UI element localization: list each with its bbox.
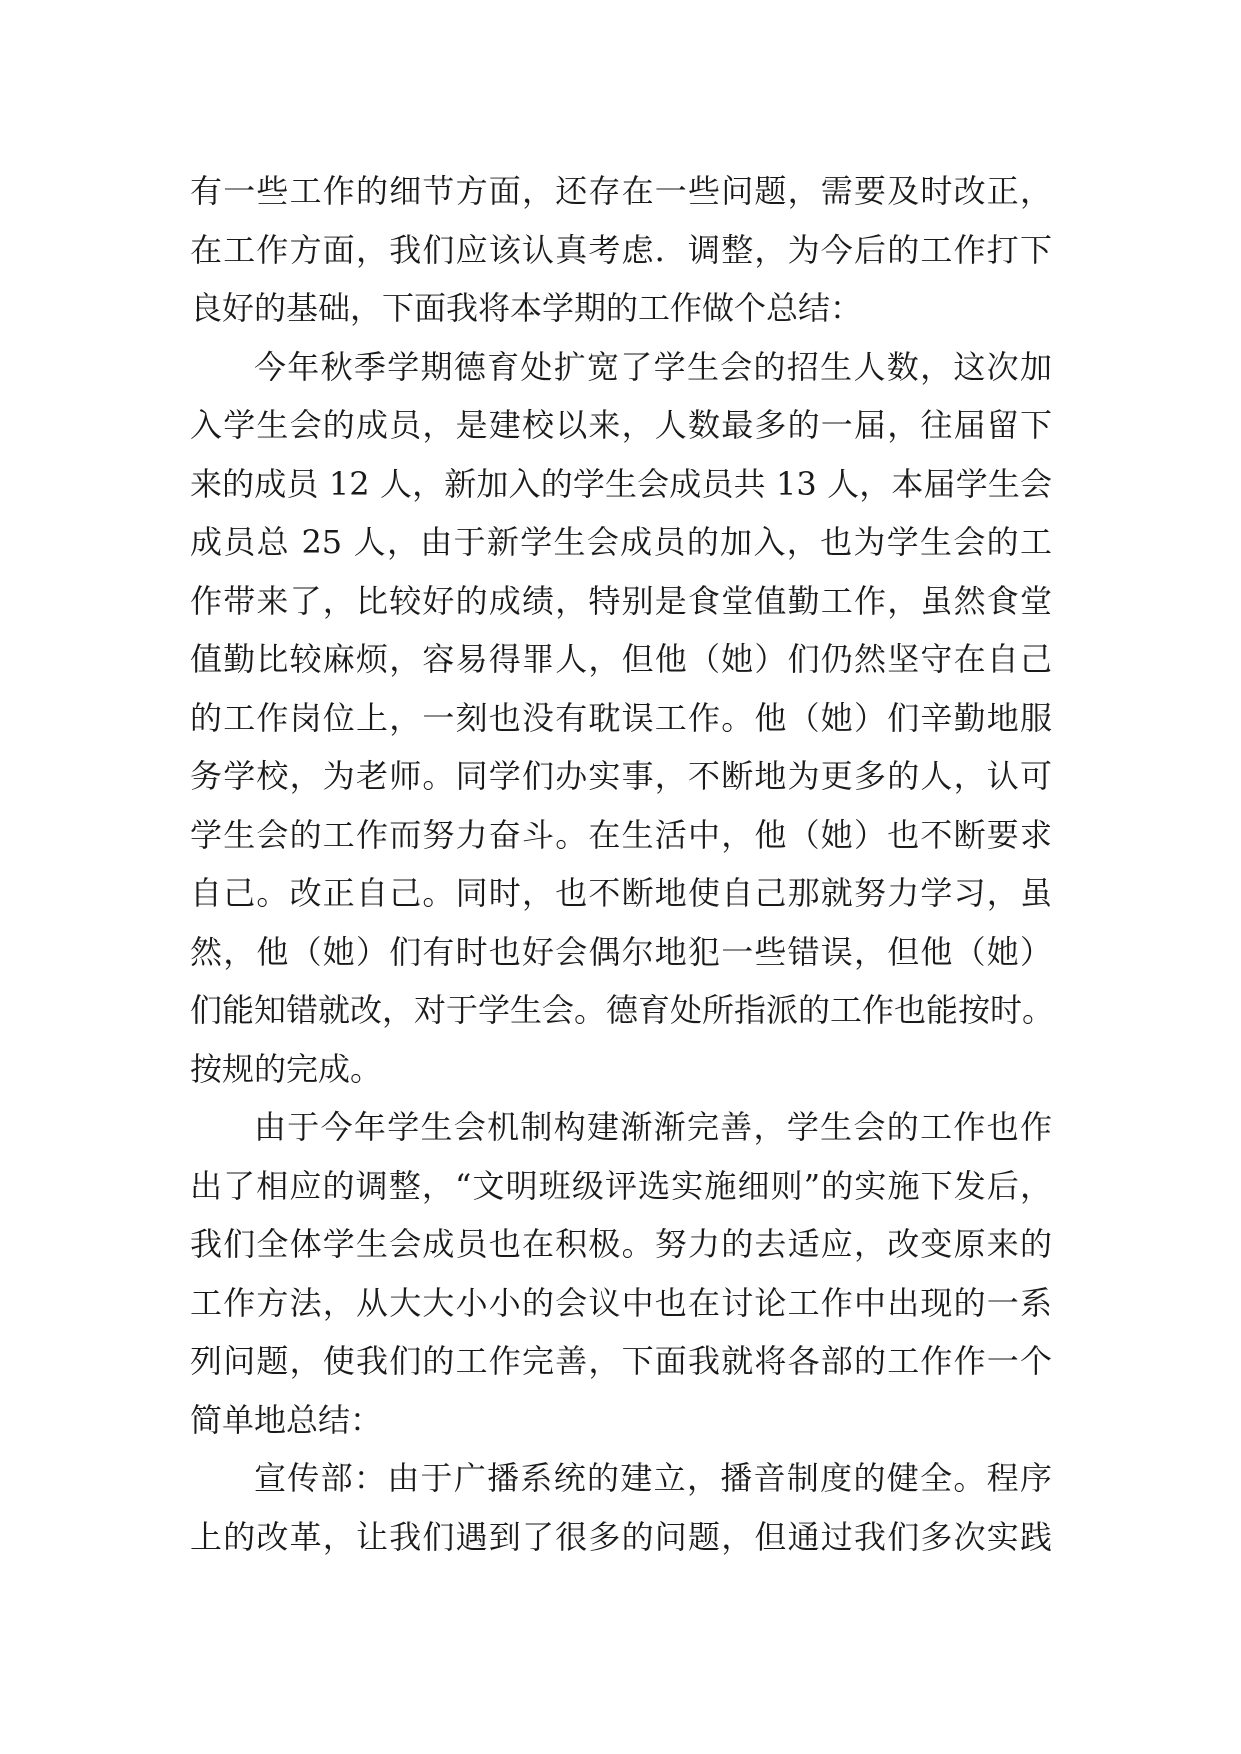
body-text xyxy=(190,162,1055,1566)
text-line: 的工作岗位上，一刻也没有耽误工作。他（她）们辛勤地服 xyxy=(190,698,1052,737)
text-line: 然，他（她）们有时也好会偶尔地犯一些错误，但他（她） xyxy=(190,932,1052,971)
text-line: 良好的基础，下面我将本学期的工作做个总结： xyxy=(190,289,863,327)
text-line: 有一些工作的细节方面，还存在一些问题，需要及时改正， xyxy=(190,172,1052,210)
text-line: 出了相应的调整，“文明班级评选实施细则”的实施下发后， xyxy=(190,1166,1052,1205)
text-line: 宣传部：由于广播系统的建立，播音制度的健全。程序 xyxy=(254,1459,1052,1497)
text-line: 今年秋季学期德育处扩宽了学生会的招生人数，这次加 xyxy=(254,347,1052,386)
text-line: 工作方法，从大大小小的会议中也在讨论工作中出现的一系 xyxy=(190,1283,1052,1322)
text-line: 由于今年学生会机制构建渐渐完善，学生会的工作也作 xyxy=(254,1108,1052,1146)
text-line: 来的成员 12 人，新加入的学生会成员共 13 人，本届学生会 xyxy=(190,464,1052,503)
text-line: 成员总 25 人，由于新学生会成员的加入，也为学生会的工 xyxy=(190,523,1052,561)
text-line: 作带来了，比较好的成绩，特别是食堂值勤工作，虽然食堂 xyxy=(190,581,1052,620)
text-line: 简单地总结： xyxy=(190,1400,383,1439)
text-line: 列问题，使我们的工作完善，下面我就将各部的工作作一个 xyxy=(190,1342,1052,1380)
text-line: 自己。改正自己。同时，也不断地使自己那就努力学习，虽 xyxy=(190,874,1052,912)
text-line: 在工作方面，我们应该认真考虑．调整，为今后的工作打下 xyxy=(190,230,1052,269)
text-line: 按规的完成。 xyxy=(190,1049,383,1088)
text-line: 值勤比较麻烦，容易得罪人，但他（她）们仍然坚守在自己 xyxy=(190,640,1052,678)
text-line: 务学校，为老师。同学们办实事，不断地为更多的人，认可 xyxy=(190,757,1052,795)
text-line: 们能知错就改，对于学生会。德育处所指派的工作也能按时。 xyxy=(190,991,1055,1029)
text-line: 上的改革，让我们遇到了很多的问题，但通过我们多次实践 xyxy=(190,1517,1052,1556)
text-line: 入学生会的成员，是建校以来，人数最多的一届，往届留下 xyxy=(190,406,1052,444)
text-line: 学生会的工作而努力奋斗。在生活中，他（她）也不断要求 xyxy=(190,815,1052,854)
text-line: 我们全体学生会成员也在积极。努力的去适应，改变原来的 xyxy=(190,1225,1052,1263)
